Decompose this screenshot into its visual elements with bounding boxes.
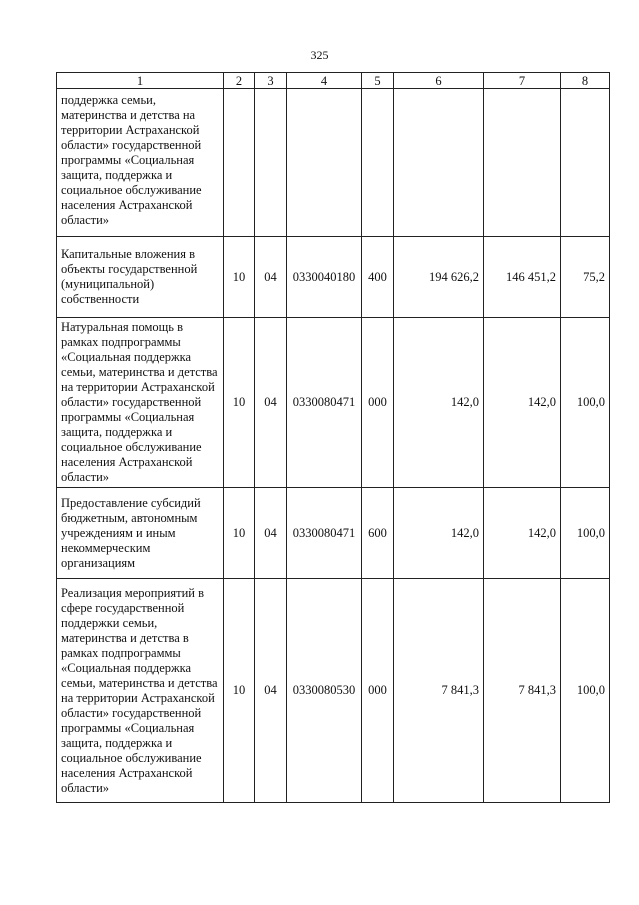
cell-amount-plan: [394, 89, 484, 237]
cell-amount-actual: [484, 89, 561, 237]
cell-amount-plan: 142,0: [394, 318, 484, 488]
cell-expense-type: [362, 89, 394, 237]
cell-target-article: 0330080530: [287, 579, 362, 803]
cell-section: [224, 89, 255, 237]
cell-subsection: [255, 89, 287, 237]
cell-expense-type: 000: [362, 318, 394, 488]
row-name: Реализация мероприятий в сфере государственной поддержки семьи, материнства и детства в рамках подпрограммы «Социальная поддержка семьи, материнства и детства на территории Астраханской области» государственной программы «Социальная защита, поддержка и социальное обслуживание населения Астраханской области»: [57, 579, 224, 803]
page-number: 325: [310, 48, 329, 62]
header-row: [57, 73, 610, 89]
cell-target-article: [287, 89, 362, 237]
header-cell-8: 8: [561, 73, 610, 89]
cell-expense-type: 400: [362, 237, 394, 318]
cell-section: 10: [224, 237, 255, 318]
cell-amount-plan: 194 626,2: [394, 237, 484, 318]
cell-amount-plan: 7 841,3: [394, 579, 484, 803]
budget-table: [56, 72, 610, 803]
table-row: [57, 488, 610, 579]
cell-subsection: 04: [255, 488, 287, 579]
header-cell-2: 2: [224, 73, 255, 89]
cell-percent: [561, 89, 610, 237]
cell-subsection: 04: [255, 237, 287, 318]
cell-expense-type: 600: [362, 488, 394, 579]
cell-percent: 100,0: [561, 579, 610, 803]
row-name: Предоставление субсидий бюджетным, автономным учреждениям и иным некоммерческим организациям: [57, 488, 224, 579]
cell-target-article: 0330080471: [287, 318, 362, 488]
cell-subsection: 04: [255, 579, 287, 803]
row-name: поддержка семьи, материнства и детства на территории Астраханской области» государственной программы «Социальная защита, поддержка и социальное обслуживание населения Астраханской области»: [57, 89, 224, 237]
header-cell-7: 7: [484, 73, 561, 89]
cell-section: 10: [224, 488, 255, 579]
header-cell-6: 6: [394, 73, 484, 89]
cell-percent: 75,2: [561, 237, 610, 318]
cell-section: 10: [224, 579, 255, 803]
table-row: [57, 237, 610, 318]
cell-percent: 100,0: [561, 488, 610, 579]
cell-amount-actual: 142,0: [484, 488, 561, 579]
cell-amount-plan: 142,0: [394, 488, 484, 579]
header-cell-4: 4: [287, 73, 362, 89]
header-cell-5: 5: [362, 73, 394, 89]
cell-amount-actual: 146 451,2: [484, 237, 561, 318]
table-row: [57, 89, 610, 237]
cell-target-article: 0330080471: [287, 488, 362, 579]
cell-amount-actual: 142,0: [484, 318, 561, 488]
table-row: [57, 318, 610, 488]
row-name: Капитальные вложения в объекты государственной (муниципальной) собственности: [57, 237, 224, 318]
cell-target-article: 0330040180: [287, 237, 362, 318]
header-cell-3: 3: [255, 73, 287, 89]
cell-subsection: 04: [255, 318, 287, 488]
cell-amount-actual: 7 841,3: [484, 579, 561, 803]
cell-section: 10: [224, 318, 255, 488]
table-row: [57, 579, 610, 803]
cell-percent: 100,0: [561, 318, 610, 488]
cell-expense-type: 000: [362, 579, 394, 803]
header-cell-1: 1: [57, 73, 224, 89]
row-name: Натуральная помощь в рамках подпрограммы «Социальная поддержка семьи, материнства и детства на территории Астраханской области» государственной программы «Социальная защита, поддержка и социальное обслуживание населения Астраханской области»: [57, 318, 224, 488]
